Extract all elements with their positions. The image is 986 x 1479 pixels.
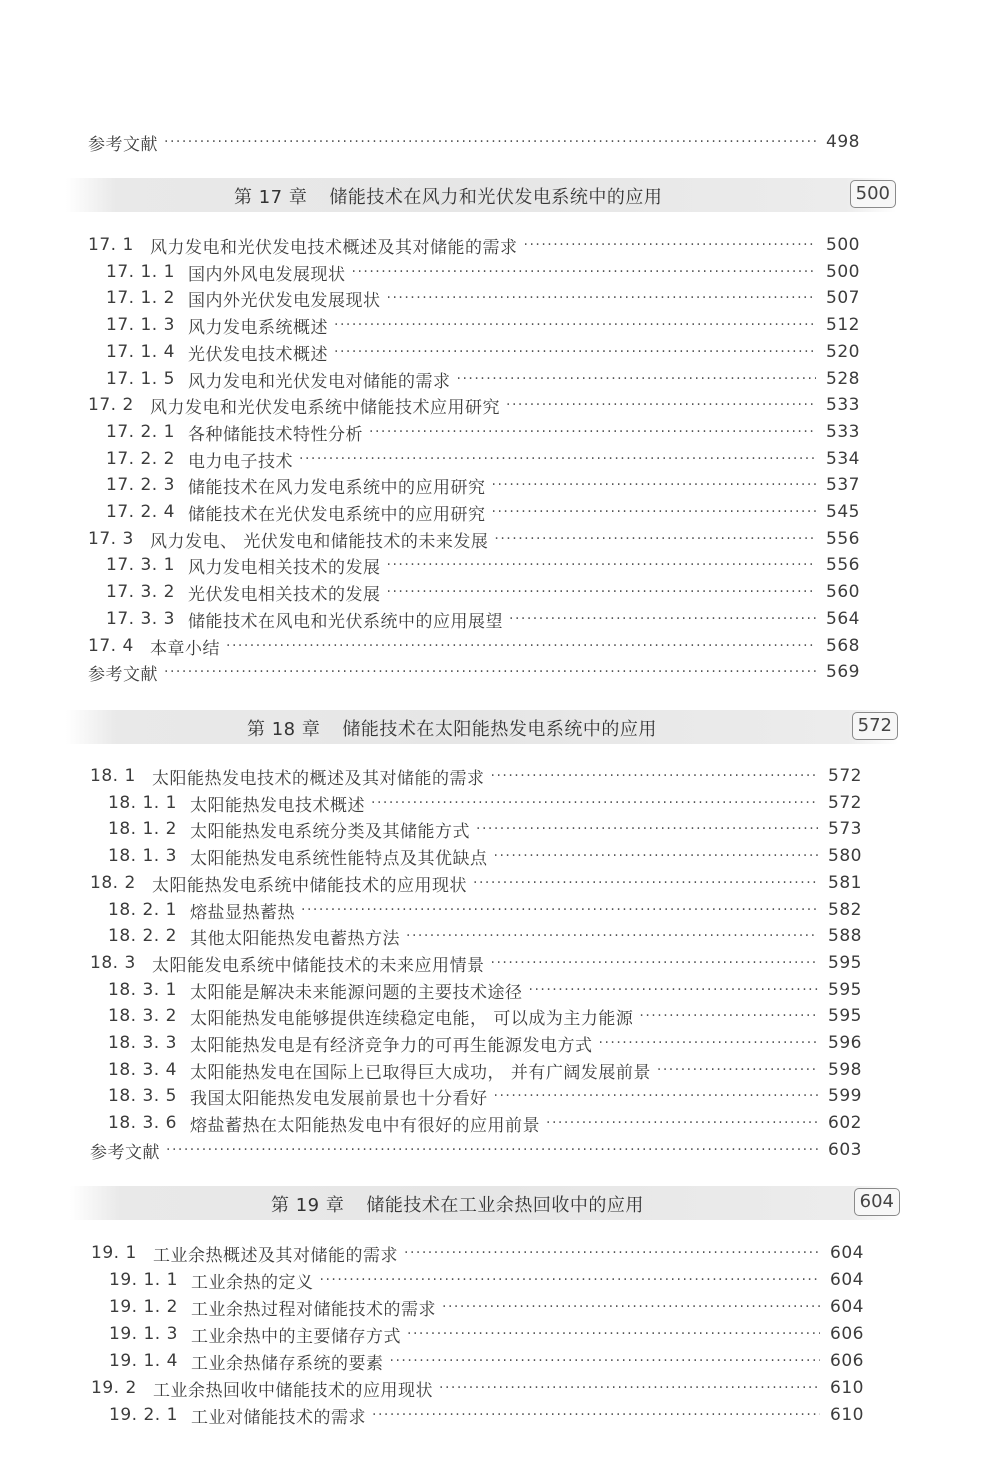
toc-entry-title: 其他太阳能热发电蓄热方法 (190, 928, 400, 949)
dot-leader (657, 1057, 818, 1083)
dot-leader (457, 366, 817, 392)
toc-entry-number: 18. 1 (90, 766, 136, 786)
dot-leader (301, 897, 818, 923)
toc-entry-page: 595 (828, 953, 862, 973)
toc-entry-number: 17. 3 (88, 529, 134, 549)
toc-entry-page: 602 (828, 1113, 862, 1133)
toc-entry[interactable] (90, 763, 862, 789)
toc-entry-title: 工业余热中的主要储存方式 (191, 1326, 401, 1347)
toc-entry-title: 储能技术在风电和光伏系统中的应用展望 (188, 611, 503, 632)
toc-entry-number: 17. 2 (88, 395, 134, 415)
toc-entry-number: 18. 3. 2 (108, 1006, 177, 1026)
toc-entry-title: 风力发电和光伏发电系统中储能技术应用研究 (150, 397, 500, 418)
dot-leader (404, 1240, 820, 1266)
chapter-17-banner (66, 178, 896, 212)
toc-entry-page: 610 (830, 1378, 864, 1398)
chapter-17-title[interactable] (234, 183, 662, 209)
toc-entry[interactable] (106, 339, 860, 365)
toc-entry-title: 太阳能热发电系统中储能技术的应用现状 (152, 875, 467, 896)
toc-entry-page: 564 (826, 609, 860, 629)
toc-entry-number: 17. 1. 4 (106, 342, 175, 362)
toc-entry-page: 573 (828, 819, 862, 839)
toc-entry[interactable] (90, 950, 862, 976)
toc-entry[interactable] (106, 419, 860, 445)
toc-entry-title: 太阳能热发电系统分类及其储能方式 (190, 821, 470, 842)
toc-entry[interactable] (108, 1057, 862, 1083)
toc-entry-number: 18. 3. 4 (108, 1060, 177, 1080)
toc-entry-title: 工业余热储存系统的要素 (191, 1353, 384, 1374)
toc-entry-page: 588 (828, 926, 862, 946)
toc-entry-title: 太阳能热发电技术概述 (190, 795, 365, 816)
dot-leader (509, 606, 816, 632)
chapter-title-text: 储能技术在风力和光伏发电系统中的应用 (329, 187, 663, 208)
dot-leader (334, 312, 816, 338)
dot-leader (492, 472, 817, 498)
toc-entry-number: 18. 2 (90, 873, 136, 893)
toc-entry-title: 参考文献 (88, 664, 158, 685)
toc-entry[interactable] (106, 446, 860, 472)
toc-entry-title: 我国太阳能热发电发展前景也十分看好 (190, 1088, 488, 1109)
toc-entry-page: 556 (826, 529, 860, 549)
toc-entry-title: 各种储能技术特性分析 (188, 424, 363, 445)
toc-entry[interactable] (108, 790, 862, 816)
toc-entry-page: 507 (826, 288, 860, 308)
toc-entry-title: 光伏发电技术概述 (188, 344, 328, 365)
toc-entry-page: 500 (826, 262, 860, 282)
toc-entry-number: 18. 3 (90, 953, 136, 973)
dot-leader (494, 1083, 819, 1109)
dot-leader (491, 950, 819, 976)
toc-entry-page: 595 (828, 980, 862, 1000)
dot-leader (387, 285, 817, 311)
toc-entry-title: 国内外风电发展现状 (188, 264, 346, 285)
toc-entry-page: 606 (830, 1351, 864, 1371)
dot-leader (524, 232, 817, 258)
toc-entry-number: 17. 1 (88, 235, 134, 255)
chapter-18-banner (66, 710, 898, 744)
toc-entry-number: 17. 1. 5 (106, 369, 175, 389)
toc-entry-title: 光伏发电相关技术的发展 (188, 584, 381, 605)
toc-entry-title: 风力发电和光伏发电技术概述及其对储能的需求 (150, 237, 518, 258)
toc-entry[interactable] (106, 472, 860, 498)
dot-leader (473, 870, 818, 896)
toc-entry-number: 18. 3. 5 (108, 1086, 177, 1106)
toc-entry-title: 工业余热过程对储能技术的需求 (191, 1299, 436, 1320)
toc-entry-number: 17. 3. 3 (106, 609, 175, 629)
toc-entry-title: 风力发电、 光伏发电和储能技术的未来发展 (150, 531, 489, 552)
toc-entry[interactable] (106, 552, 860, 578)
chapter-title-text: 储能技术在工业余热回收中的应用 (366, 1195, 644, 1216)
dot-leader (442, 1294, 820, 1320)
toc-entry-title: 太阳能是解决未来能源问题的主要技术途径 (190, 982, 523, 1003)
toc-entry[interactable] (108, 816, 862, 842)
dot-leader (639, 1003, 818, 1029)
toc-entry-title: 工业余热概述及其对储能的需求 (153, 1245, 398, 1266)
toc-entry[interactable] (108, 1003, 862, 1029)
toc-entry-title: 国内外光伏发电发展现状 (188, 290, 381, 311)
toc-entry-page: 545 (826, 502, 860, 522)
dot-leader (369, 419, 816, 445)
toc-entry-page: 533 (826, 422, 860, 442)
toc-entry-number: 17. 2. 1 (106, 422, 175, 442)
toc-entry-number: 19. 2 (91, 1378, 137, 1398)
dot-leader (439, 1375, 820, 1401)
toc-entry-title: 风力发电相关技术的发展 (188, 557, 381, 578)
toc-entry-page: 603 (828, 1140, 862, 1160)
toc-entry-page: 533 (826, 395, 860, 415)
toc-entry[interactable] (91, 1240, 864, 1266)
toc-entry-title: 熔盐显热蓄热 (190, 902, 295, 923)
toc-entry[interactable] (91, 1375, 864, 1401)
toc-entry-number: 19. 1. 3 (109, 1324, 178, 1344)
dot-leader (371, 790, 818, 816)
toc-entry[interactable] (108, 1083, 862, 1109)
toc-entry-number: 17. 1. 1 (106, 262, 175, 282)
toc-entry-number: 17. 1. 2 (106, 288, 175, 308)
toc-entry-number: 17. 2. 2 (106, 449, 175, 469)
toc-entry-page: 537 (826, 475, 860, 495)
toc-entry-page: 595 (828, 1006, 862, 1026)
dot-leader (494, 843, 819, 869)
dot-leader (492, 499, 817, 525)
toc-entry[interactable] (106, 312, 860, 338)
toc-entry-number: 17. 4 (88, 636, 134, 656)
toc-entry-page: 598 (828, 1060, 862, 1080)
chapter-18-title[interactable] (247, 715, 657, 741)
dot-leader (387, 579, 817, 605)
toc-entry[interactable] (88, 633, 860, 659)
toc-entry[interactable] (109, 1267, 864, 1293)
dot-leader (491, 763, 819, 789)
dot-leader (390, 1348, 821, 1374)
toc-entry-number: 18. 1. 2 (108, 819, 177, 839)
toc-entry[interactable] (108, 977, 862, 1003)
dot-leader (406, 923, 818, 949)
toc-entry-number: 17. 2. 3 (106, 475, 175, 495)
chapter-19-banner (70, 1186, 900, 1220)
toc-entry-page: 610 (830, 1405, 864, 1425)
toc-entry[interactable] (106, 499, 860, 525)
toc-entry[interactable] (109, 1348, 864, 1374)
chapter-number: 第 17 章 (234, 187, 308, 208)
toc-entry-references[interactable] (88, 659, 860, 685)
toc-entry-title: 风力发电和光伏发电对储能的需求 (188, 371, 451, 392)
toc-entry[interactable] (108, 923, 862, 949)
dot-leader (476, 816, 818, 842)
dot-leader (320, 1267, 821, 1293)
toc-entry-title: 电力电子技术 (188, 451, 293, 472)
toc-entry[interactable] (109, 1294, 864, 1320)
toc-entry-page: 560 (826, 582, 860, 602)
toc-entry[interactable] (88, 392, 860, 418)
toc-entry-title: 太阳能热发电在国际上已取得巨大成功， 并有广阔发展前景 (190, 1062, 651, 1083)
chapter-19-page-box: 604 (854, 1188, 900, 1216)
toc-entry-references[interactable] (88, 129, 860, 155)
toc-entry[interactable] (106, 606, 860, 632)
toc-entry[interactable] (106, 285, 860, 311)
toc-entry[interactable] (109, 1321, 864, 1347)
chapter-number: 第 18 章 (247, 719, 321, 740)
toc-entry-page: 604 (830, 1270, 864, 1290)
dot-leader (546, 1110, 818, 1136)
toc-entry-number: 18. 1. 1 (108, 793, 177, 813)
toc-entry-title: 太阳能热发电是有经济竞争力的可再生能源发电方式 (190, 1035, 593, 1056)
toc-entry[interactable] (106, 366, 860, 392)
toc-entry-page: 569 (826, 662, 860, 682)
dot-leader (166, 1137, 818, 1163)
dot-leader (334, 339, 816, 365)
toc-entry-number: 17. 3. 1 (106, 555, 175, 575)
dot-leader (387, 552, 817, 578)
toc-entry[interactable] (88, 526, 860, 552)
toc-entry-number: 18. 3. 6 (108, 1113, 177, 1133)
toc-entry[interactable] (106, 259, 860, 285)
toc-entry-page: 528 (826, 369, 860, 389)
toc-entry[interactable] (108, 843, 862, 869)
toc-entry[interactable] (108, 1110, 862, 1136)
toc-entry-number: 18. 2. 1 (108, 900, 177, 920)
toc-entry-number: 18. 3. 1 (108, 980, 177, 1000)
toc-entry-title: 风力发电系统概述 (188, 317, 328, 338)
toc-entry-number: 17. 3. 2 (106, 582, 175, 602)
toc-entry-page: 596 (828, 1033, 862, 1053)
dot-leader (529, 977, 819, 1003)
dot-leader (164, 659, 816, 685)
toc-entry-title: 储能技术在光伏发电系统中的应用研究 (188, 504, 486, 525)
toc-entry-page: 520 (826, 342, 860, 362)
dot-leader (226, 633, 816, 659)
toc-entry-page: 580 (828, 846, 862, 866)
toc-entry-page: 572 (828, 766, 862, 786)
toc-entry-page: 512 (826, 315, 860, 335)
chapter-19-title[interactable] (271, 1191, 644, 1217)
toc-entry-title: 太阳能发电系统中储能技术的未来应用情景 (152, 955, 485, 976)
toc-entry-title: 参考文献 (88, 134, 158, 155)
toc-entry-page: 498 (826, 132, 860, 152)
dot-leader (506, 392, 816, 418)
dot-leader (164, 129, 816, 155)
toc-entry-title: 熔盐蓄热在太阳能热发电中有很好的应用前景 (190, 1115, 540, 1136)
toc-entry-page: 604 (830, 1297, 864, 1317)
dot-leader (494, 526, 816, 552)
toc-entry-page: 534 (826, 449, 860, 469)
dot-leader (407, 1321, 820, 1347)
toc-entry-number: 18. 2. 2 (108, 926, 177, 946)
toc-entry-number: 19. 1. 4 (109, 1351, 178, 1371)
chapter-18-page-box: 572 (852, 712, 898, 740)
toc-entry-title: 本章小结 (150, 638, 220, 659)
toc-entry-title: 工业余热的定义 (191, 1272, 314, 1293)
toc-entry-title: 工业对储能技术的需求 (191, 1407, 366, 1428)
toc-entry-number: 19. 1 (91, 1243, 137, 1263)
toc-entry-title: 太阳能热发电系统性能特点及其优缺点 (190, 848, 488, 869)
toc-entry-number: 17. 1. 3 (106, 315, 175, 335)
chapter-number: 第 19 章 (271, 1195, 345, 1216)
toc-entry-number: 18. 3. 3 (108, 1033, 177, 1053)
chapter-title-text: 储能技术在太阳能热发电系统中的应用 (342, 719, 657, 740)
toc-entry-number: 17. 2. 4 (106, 502, 175, 522)
toc-entry[interactable] (108, 897, 862, 923)
toc-entry-page: 568 (826, 636, 860, 656)
toc-entry[interactable] (106, 579, 860, 605)
toc-entry-number: 19. 1. 1 (109, 1270, 178, 1290)
dot-leader (352, 259, 817, 285)
toc-entry-page: 582 (828, 900, 862, 920)
toc-entry-title: 太阳能热发电技术的概述及其对储能的需求 (152, 768, 485, 789)
toc-entry-number: 19. 1. 2 (109, 1297, 178, 1317)
dot-leader (599, 1030, 819, 1056)
toc-entry[interactable] (88, 232, 860, 258)
toc-entry-number: 19. 2. 1 (109, 1405, 178, 1425)
toc-entry[interactable] (90, 870, 862, 896)
toc-entry-number: 18. 1. 3 (108, 846, 177, 866)
toc-entry-page: 606 (830, 1324, 864, 1344)
toc-entry-references[interactable] (90, 1137, 862, 1163)
dot-leader (372, 1402, 820, 1428)
toc-entry-title: 工业余热回收中储能技术的应用现状 (153, 1380, 433, 1401)
dot-leader (299, 446, 816, 472)
chapter-17-page-box: 500 (850, 180, 896, 208)
toc-entry-page: 604 (830, 1243, 864, 1263)
toc-entry[interactable] (109, 1402, 864, 1428)
toc-entry-page: 581 (828, 873, 862, 893)
toc-entry-page: 500 (826, 235, 860, 255)
toc-entry[interactable] (108, 1030, 862, 1056)
toc-entry-page: 599 (828, 1086, 862, 1106)
toc-entry-title: 太阳能热发电能够提供连续稳定电能， 可以成为主力能源 (190, 1008, 634, 1029)
toc-entry-page: 572 (828, 793, 862, 813)
toc-entry-title: 储能技术在风力发电系统中的应用研究 (188, 477, 486, 498)
toc-entry-title: 参考文献 (90, 1142, 160, 1163)
toc-entry-page: 556 (826, 555, 860, 575)
